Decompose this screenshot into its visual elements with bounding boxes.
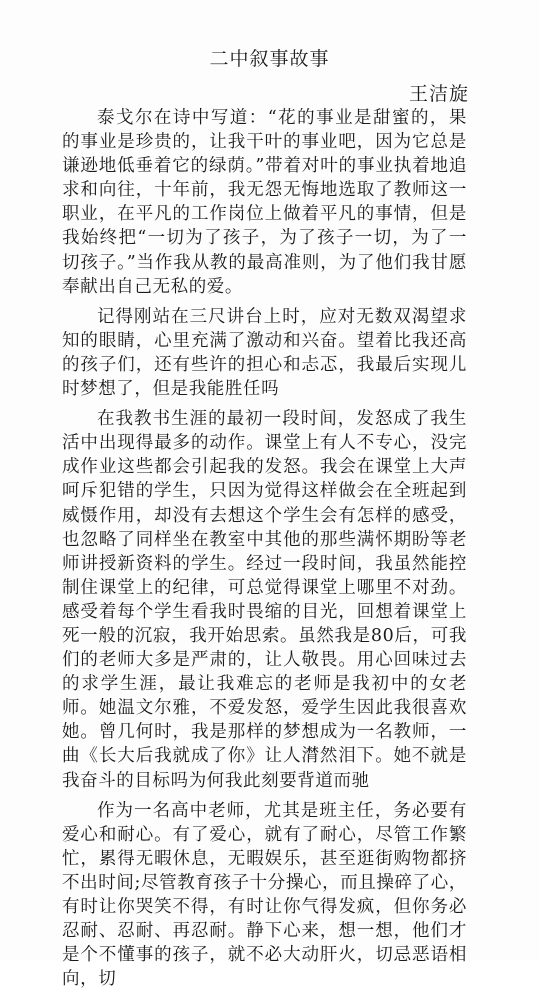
paragraph-1: 泰戈尔在诗中写道：“花的事业是甜蜜的，果的事业是珍贵的，让我干叶的事业吧，因为它总是谦逊地低垂着它的绿荫。”带着对叶的事业执着地追求和向往，十年前，我无怨无悔地选取了教师这一职业，在平凡的工作岗位上做着平凡的事情，但是我始终把“一切为了孩子，为了孩子一切，为了一切孩子。”当作我从教的最高准则，为了他们我甘愿奉献出自己无私的爱。 [62,108,467,297]
paragraph-3: 在我教书生涯的最初一段时间，发怒成了我生活中出现得最多的动作。课堂上有人不专心，没完成作业这些都会引起我的发怒。我会在课堂上大声呵斥犯错的学生，只因为觉得这样做会在全班起到威慑作用，却没有去想这个学生会有怎样的感受，也忽略了同样坐在教室中其他的那些满怀期盼等老师讲授新资料的学生。经过一段时间，我虽然能控制住课堂上的纪律，可总觉得课堂上哪里不对劲。感受着每个学生看我时畏缩的目光，回想着课堂上死一般的沉寂，我开始思索。虽然我是80后，可我们的老师大多是严肃的，让人敬畏。用心回味过去的求学生涯，最让我难忘的老师是我初中的女老师。她温文尔雅，不爱发怒，爱学生因此我很喜欢她。曾几何时，我是那样的梦想成为一名教师，一曲《长大后我就成了你》让人潸然泪下。她不就是我奋斗的目标吗为何我此刻要背道而驰 [62,409,467,791]
document-title: 二中叙事故事 [209,48,330,70]
paragraph-4: 作为一名高中老师，尤其是班主任，务必要有爱心和耐心。有了爱心，就有了耐心，尽管工作繁忙，累得无暇休息，无暇娱乐，甚至逛街购物都挤不出时间;尽管教育孩子十分操心，而且操碎了心，有时让你哭笑不得，有时让你气得发疯，但你务必忍耐、忍耐、再忍耐。静下心来，想一想，他们才是个不懂事的孩子，就不必大动肝火，切忌恶语相向，切 [62,800,467,990]
paragraph-2: 记得刚站在三尺讲台上时，应对无数双渴望求知的眼睛，心里充满了激动和兴奋。望着比我还高的孩子们，还有些许的担心和忐忑，我最后实现儿时梦想了，但是我能胜任吗 [62,306,467,400]
document-body [62,106,467,997]
document-author: 王洁旋 [408,83,469,105]
